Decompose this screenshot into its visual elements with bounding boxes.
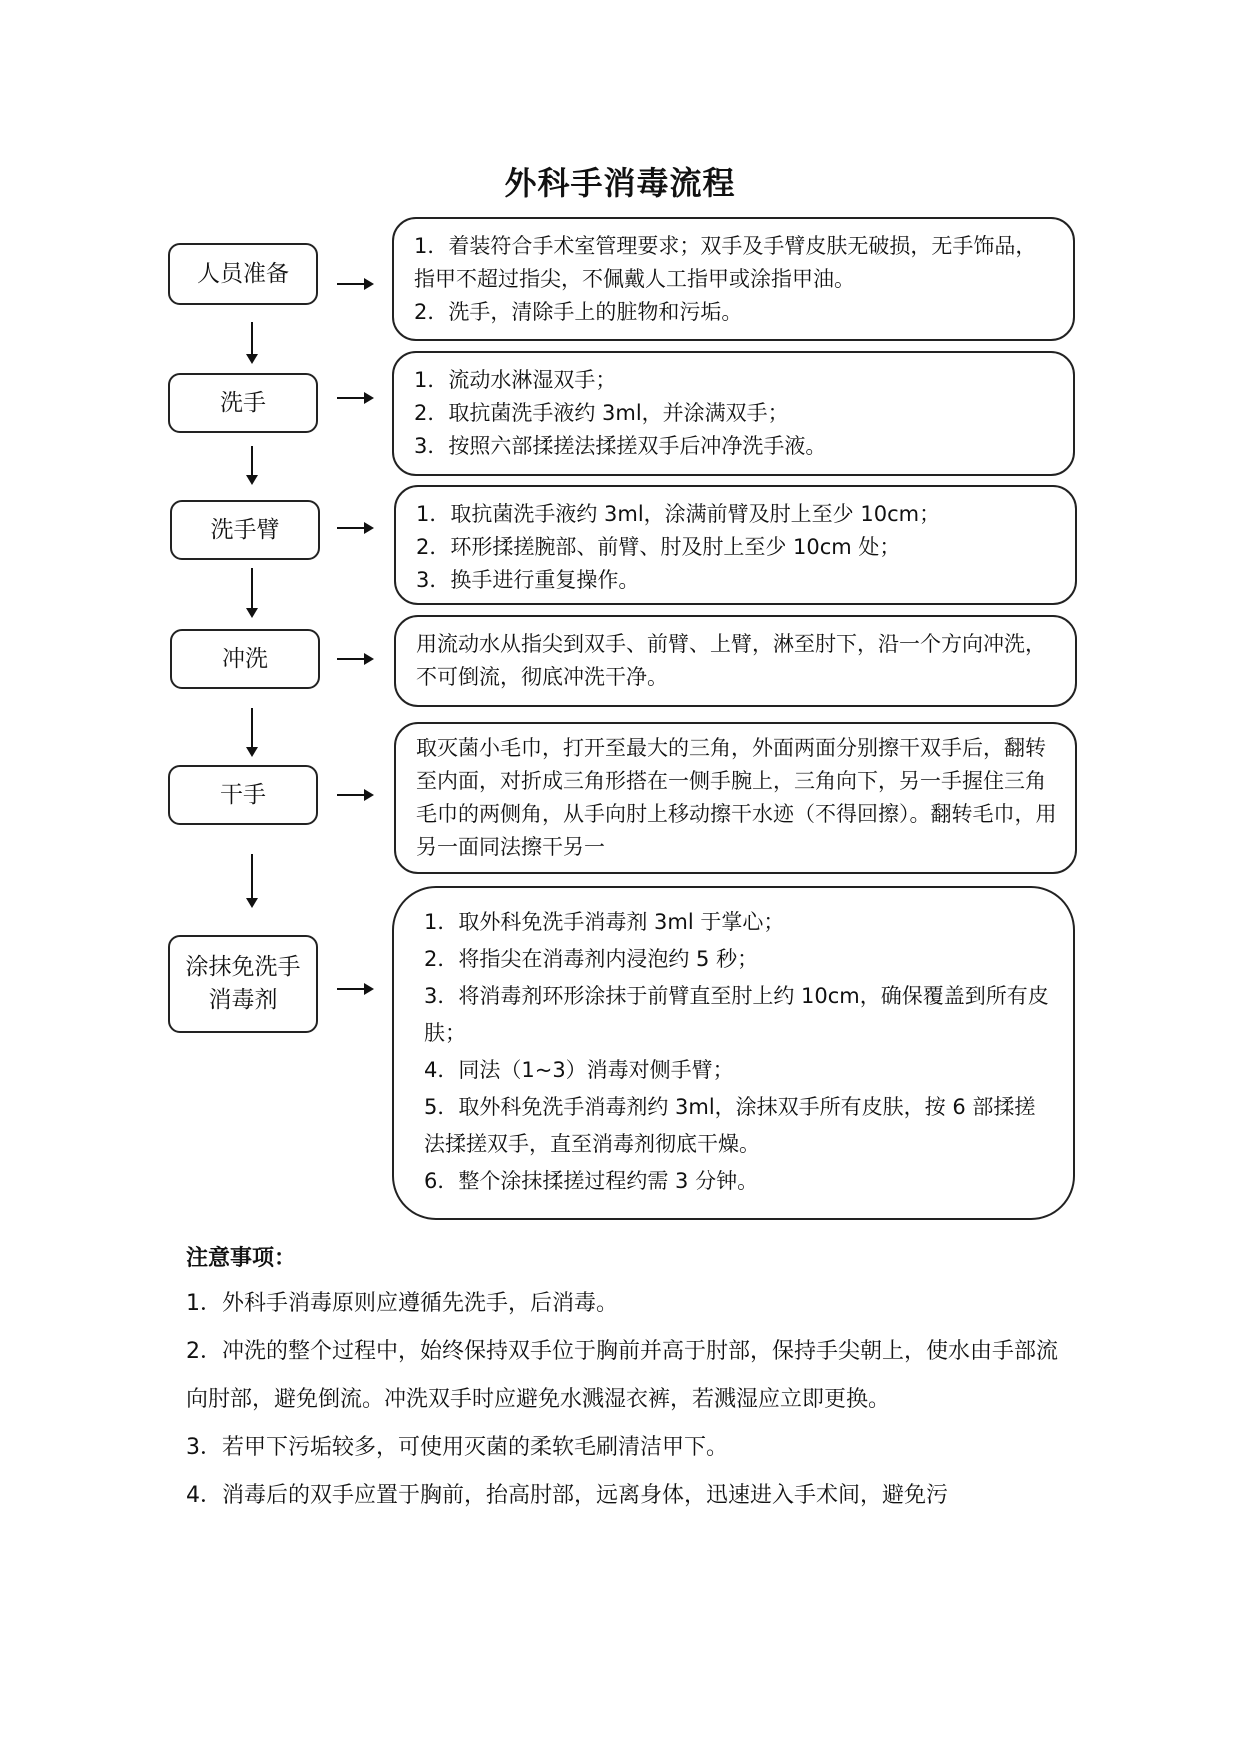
arrow-right-icon: [337, 988, 365, 990]
description-line: 3．将消毒剂环形涂抹于前臂直至肘上约 10cm，确保覆盖到所有皮肤；: [424, 984, 1049, 1045]
description-line: 2．取抗菌洗手液约 3ml，并涂满双手；: [414, 401, 789, 425]
step-box-dry-hands: [168, 765, 318, 825]
step-box-wash-hands: [168, 373, 318, 433]
step-description-rinse: [394, 615, 1077, 707]
step-description-apply-sanitizer: [392, 886, 1075, 1220]
description-line: 1．取抗菌洗手液约 3ml，涂满前臂及肘上至少 10cm；: [416, 502, 941, 526]
step-label: 干手: [220, 781, 266, 808]
arrow-right-icon: [337, 283, 365, 285]
description-line: 1．取外科免洗手消毒剂 3ml 于掌心；: [424, 910, 785, 934]
note-item: 1．外科手消毒原则应遵循先洗手，后消毒。: [186, 1291, 618, 1316]
step-description-wash-arms: [394, 485, 1077, 605]
step-label: 冲洗: [222, 645, 268, 672]
description-line: 2．洗手，清除手上的脏物和污垢。: [414, 300, 743, 324]
arrow-right-icon: [337, 397, 365, 399]
arrow-down-icon: [251, 854, 253, 899]
arrow-down-icon: [251, 708, 253, 748]
step-label: 洗手臂: [210, 516, 280, 543]
description-line: 6．整个涂抹揉搓过程约需 3 分钟。: [424, 1169, 759, 1193]
description-line: 3．换手进行重复操作。: [416, 568, 640, 592]
arrow-down-icon: [251, 322, 253, 355]
step-description-dry-hands: [394, 722, 1077, 874]
notes-list: [186, 1280, 1061, 1520]
description-line: 1．着装符合手术室管理要求；双手及手臂皮肤无破损，无手饰品，指甲不超过指尖，不佩戴人工指甲或涂指甲油。: [414, 234, 1037, 291]
description-line: 2．将指尖在消毒剂内浸泡约 5 秒；: [424, 947, 759, 971]
page-title: 外科手消毒流程: [504, 164, 736, 202]
step-description-personnel-prep: [392, 217, 1075, 341]
arrow-right-icon: [337, 527, 365, 529]
step-box-wash-arms: [170, 500, 320, 560]
step-label: 涂抹免洗手消毒剂: [185, 954, 301, 1013]
description-line: 取灭菌小毛巾，打开至最大的三角，外面两面分别擦干双手后，翻转至内面，对折成三角形搭在一侧手腕上，三角向下，另一手握住三角毛巾的两侧角，从手向肘上移动擦干水迹（不得回擦）。翻转毛巾，用另一面同法擦干另一: [416, 736, 1057, 859]
description-line: 4．同法（1~3）消毒对侧手臂；: [424, 1058, 734, 1082]
description-line: 1．流动水淋湿双手；: [414, 368, 617, 392]
arrow-down-icon: [251, 446, 253, 476]
notes-heading: 注意事项：: [186, 1246, 297, 1271]
step-box-apply-sanitizer: [168, 935, 318, 1033]
step-box-personnel-prep: [168, 243, 318, 305]
step-description-wash-hands: [392, 351, 1075, 476]
step-label: 洗手: [220, 389, 266, 416]
description-line: 2．环形揉搓腕部、前臂、肘及肘上至少 10cm 处；: [416, 535, 901, 559]
arrow-right-icon: [337, 794, 365, 796]
step-label: 人员准备: [197, 260, 289, 287]
arrow-right-icon: [337, 658, 365, 660]
description-line: 3．按照六部揉搓法揉搓双手后冲净洗手液。: [414, 434, 827, 458]
note-item: 3．若甲下污垢较多，可使用灭菌的柔软毛刷清洁甲下。: [186, 1435, 728, 1460]
description-line: 用流动水从指尖到双手、前臂、上臂，淋至肘下，沿一个方向冲洗，不可倒流，彻底冲洗干净。: [416, 632, 1046, 689]
step-box-rinse: [170, 629, 320, 689]
description-line: 5．取外科免洗手消毒剂约 3ml，涂抹双手所有皮肤，按 6 部揉搓法揉搓双手，直至消毒剂彻底干燥。: [424, 1095, 1036, 1156]
arrow-down-icon: [251, 568, 253, 609]
note-item: 4．消毒后的双手应置于胸前，抬高肘部，远离身体，迅速进入手术间，避免污: [186, 1483, 948, 1508]
note-item: 2．冲洗的整个过程中，始终保持双手位于胸前并高于肘部，保持手尖朝上，使水由手部流向肘部，避免倒流。冲洗双手时应避免水溅湿衣裤，若溅湿应立即更换。: [186, 1339, 1059, 1412]
